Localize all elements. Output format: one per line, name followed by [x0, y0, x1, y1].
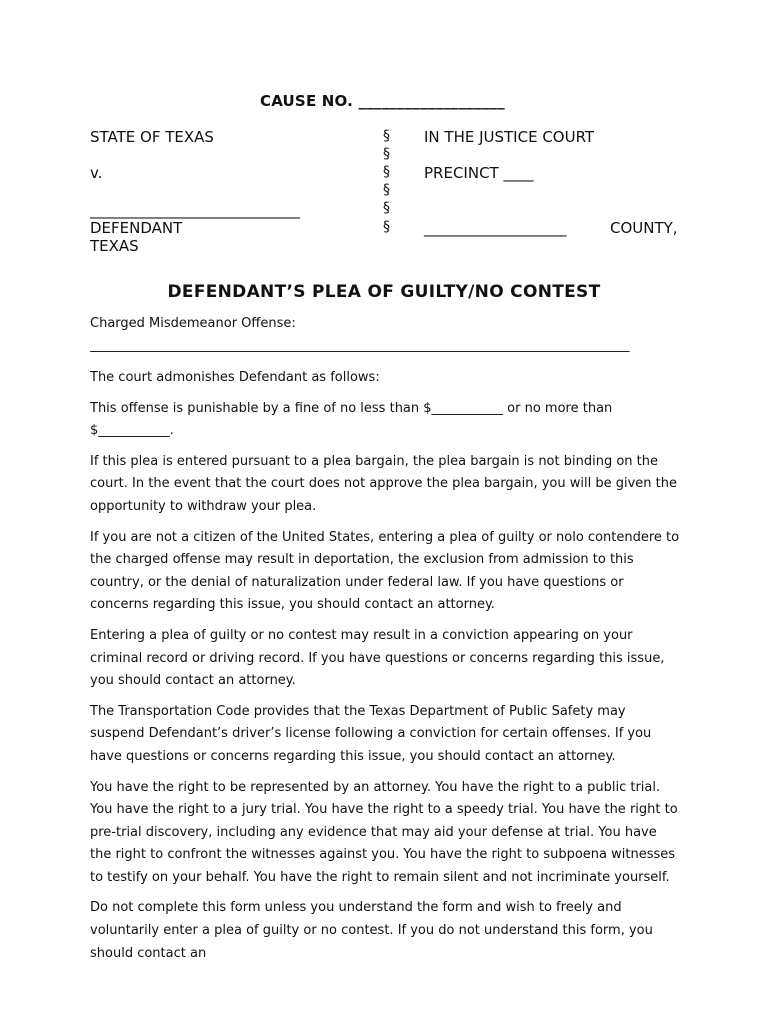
paragraph: If you are not a citizen of the United States, entering a plea of guilty or nolo contendere to the charged offense may result in deportation, the exclusion from admission to this country, or the denial of naturalization under federal law. If you have questions or concerns regarding this issue, you should contact an attorney. [90, 529, 680, 613]
paragraph: The court admonishes Defendant as follows: [90, 370, 380, 385]
caption-precinct: PRECINCT ____ [424, 164, 534, 182]
caption-court: IN THE JUSTICE COURT [424, 128, 595, 146]
section-symbol: § [383, 219, 390, 235]
caption-versus: v. [90, 164, 103, 182]
defendant-name-line: ____________________________ [90, 201, 300, 219]
paragraph: Entering a plea of guilty or no contest may result in a conviction appearing on your criminal record or driving record. If you have questions or concerns regarding this issue, you should contact an attorney. [90, 627, 665, 689]
county-name-line: ___________________ [424, 219, 567, 237]
section-symbol: § [383, 164, 390, 180]
section-symbol: § [383, 200, 390, 216]
paragraph: The Transportation Code provides that the Texas Department of Public Safety may suspend Defendant’s driver’s license following a conviction for certain offenses. If you have questions or concerns regarding this issue, you should contact an attorney. [90, 703, 652, 764]
paragraph: If this plea is entered pursuant to a plea bargain, the plea bargain is not binding on the court. In the event that the court does not approve the plea bargain, you will be given the opportunity to withdraw your plea. [90, 453, 677, 514]
section-symbol: § [383, 182, 390, 198]
admonishment-body [90, 367, 680, 973]
offense-line: ___________________________________________________________________________________ [90, 338, 630, 353]
section-symbol: § [383, 128, 390, 144]
paragraph: You have the right to be represented by an attorney. You have the right to a public trial. You have the right to a jury trial. You have the right to a speedy trial. You have the right to pre-trial discovery, including any evidence that may aid your defense at trial. You have the right to confront the witnesses against you. You have the right to subpoena witnesses to testify on your behalf. You have the right to remain silent and not incriminate yourself. [90, 779, 678, 885]
caption-state: STATE OF TEXAS [90, 128, 214, 146]
section-symbol: § [383, 146, 390, 162]
paragraph: This offense is punishable by a fine of no less than $___________ or no more than $___________. [90, 400, 613, 439]
paragraph: Do not complete this form unless you understand the form and wish to freely and voluntarily enter a plea of guilty or no contest. If you do not understand this form, you should contact an [90, 900, 653, 961]
offense-label: Charged Misdemeanor Offense: [90, 316, 296, 331]
caption-defendant: DEFENDANT [90, 219, 183, 237]
caption-texas: TEXAS [90, 237, 139, 255]
cause-number: CAUSE NO. ___________________ [260, 92, 505, 110]
caption-county: COUNTY, [610, 219, 678, 237]
document-title: DEFENDANT’S PLEA OF GUILTY/NO CONTEST [167, 282, 601, 302]
